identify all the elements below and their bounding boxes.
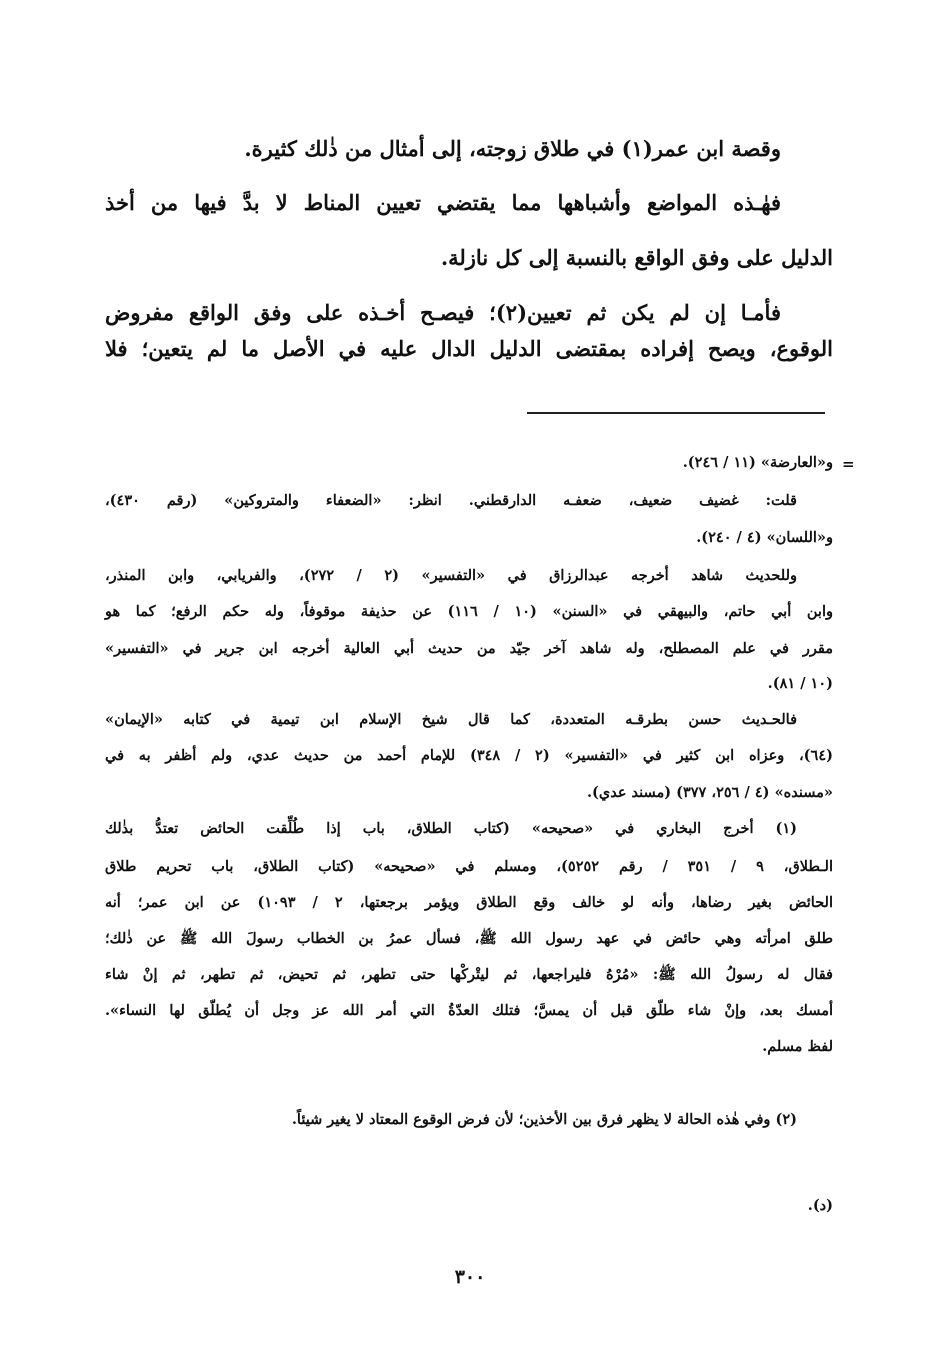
main-line: فهٰـذه المواضع وأشباهها مما يقتضي تعيين المناط لا بدَّ فيها من أخذ: [105, 190, 781, 215]
footnote-line: الـطلاق، ٩ / ٣٥١ / رقم ٥٢٥٢)، ومسلم في «صحيحه» (كتاب الطلاق، باب تحريم طلاق: [105, 858, 833, 875]
footnote-line: (١) أخرج البخاري في «صحيحه» (كتاب الطلاق، باب إذا طُلِّقت الحائض تعتدُّ بذٰلك: [105, 820, 797, 837]
footnote-line: وابن أبي حاتم، والبيهقي في «السنن» (١٠ / ١١٦) عن حذيفة موقوفاً، وله حكم الرفع؛ كما هو: [105, 603, 833, 620]
footnote-line: و«اللسان» (٤ / ٢٤٠).: [696, 529, 833, 546]
footnote-line: (د).: [807, 1197, 833, 1214]
footnote-line: فالحـديث حسن بطرقـه المتعددة، كما قال شيخ الإسلام ابن تيمية في كتابه «الإيمان»: [105, 711, 797, 728]
page-number: ٣٠٠: [454, 1266, 486, 1288]
footnote-line: فقال له رسولُ الله ﷺ: «مُرْهُ فليراجعها، ثم ليتْركْها حتى تطهر، ثم تحيض، ثم تطهر، ثم إنْ شاء: [105, 966, 833, 983]
footnote-line: الحائض بغير رضاها، وأنه لو خالف وقع الطلاق ويؤمر برجعتها، ٢ / ١٠٩٣) عن ابن عمر؛ أنه: [105, 894, 834, 911]
footnote-line: قلت: غضيف ضعيف، ضعفـه الدارقطني. انظر: «الضعفاء والمتروكين» (رقم ٤٣٠)،: [105, 492, 797, 509]
footnote-line: مقرر في علم المصطلح، وله شاهد آخر جيّد من حديث أبي العالية أخرجه ابن جرير في «التفسير»: [105, 640, 833, 657]
footnote-line: (٦٤)، وعزاه ابن كثير في «التفسير» (٢ / ٣٤٨) للإمام أحمد من حديث عدي، ولم أظفر به في: [105, 747, 833, 764]
continuation-mark: =: [842, 455, 855, 473]
footnote-line: (٢) وفي هٰذه الحالة لا يظهر فرق بين الأخذين؛ لأن فرض الوقوع المعتاد لا يغير شيئاً.: [291, 1111, 797, 1128]
main-line: الدليل على وفق الواقع بالنسبة إلى كل نازلة.: [440, 245, 833, 270]
footnote-line: وللحديث شاهد أخرجه عبدالرزاق في «التفسير» (٢ / ٢٧٢)، والفريابي، وابن المنذر،: [105, 567, 797, 584]
footnote-separator: [527, 412, 825, 414]
main-line: وقصة ابن عمر(١) في طلاق زوجته، إلى أمثال من ذٰلك كثيرة.: [244, 136, 781, 161]
main-line: الوقوع، ويصح إفراده بمقتضى الدليل الدال عليه في الأصل ما لم يتعين؛ فلا: [105, 336, 833, 361]
footnote-line: «مسنده» (٤ / ٢٥٦، ٣٧٧) (مسند عدي).: [586, 784, 833, 801]
footnote-line: و«العارضة» (١١ / ٢٤٦).: [682, 454, 833, 471]
footnote-line: لفظ مسلم.: [762, 1038, 833, 1055]
main-line: فأمـا إن لم يكن ثم تعيين(٢)؛ فيصـح أخـذه على وفق الواقع مفروض: [105, 300, 781, 325]
footnote-line: أمسك بعد، وإنْ شاء طلّق قبل أن يمسَّ؛ فتلك العدّةُ التي أمر الله عز وجل أن يُطلّق لها النساء».: [105, 1002, 833, 1019]
footnote-line: (١٠ / ٨١).: [767, 675, 833, 692]
footnote-line: طلق امرأته وهي حائض في عهد رسول الله ﷺ، فسأل عمرُ بن الخطاب رسولَ الله ﷺ عن ذٰلك؛: [105, 930, 833, 947]
